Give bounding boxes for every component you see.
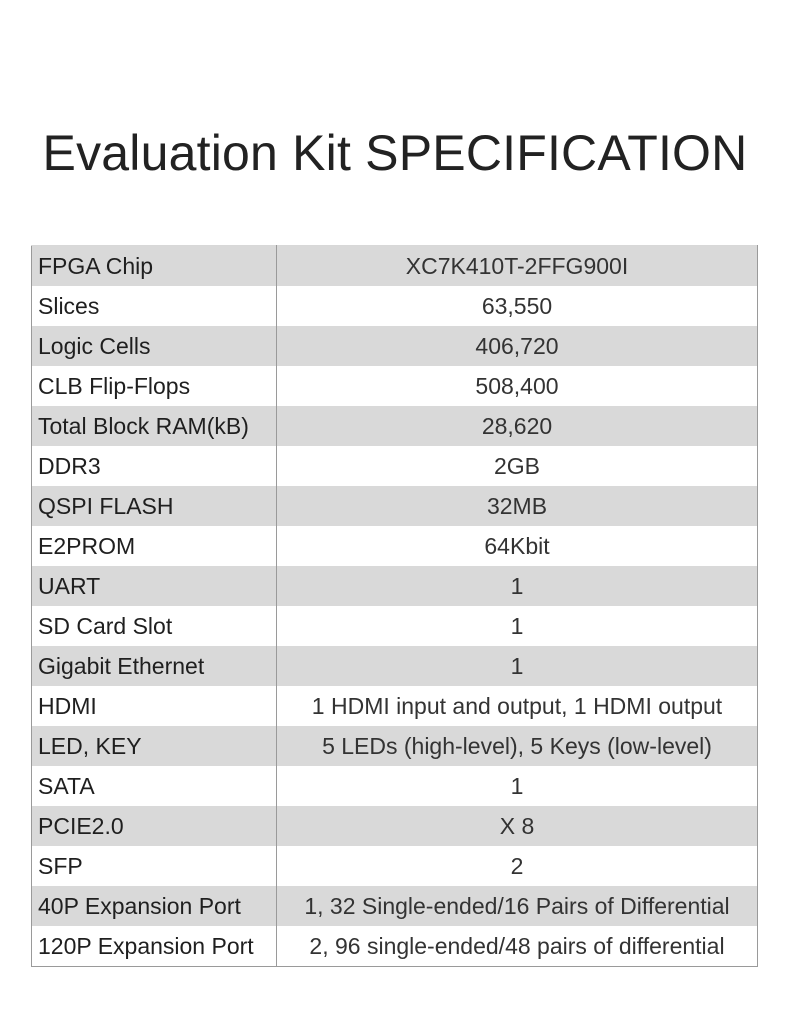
spec-value: 2GB: [277, 446, 758, 486]
spec-label: UART: [32, 566, 277, 606]
table-row: [32, 326, 758, 366]
table-row: [32, 286, 758, 326]
spec-value: 1: [277, 646, 758, 686]
table-row: [32, 246, 758, 287]
spec-value: 406,720: [277, 326, 758, 366]
table-row: [32, 366, 758, 406]
spec-value: 28,620: [277, 406, 758, 446]
table-row: [32, 646, 758, 686]
table-row: [32, 486, 758, 526]
spec-label: CLB Flip-Flops: [32, 366, 277, 406]
spec-label: Slices: [32, 286, 277, 326]
spec-value: X 8: [277, 806, 758, 846]
table-row: [32, 926, 758, 967]
spec-value: 63,550: [277, 286, 758, 326]
spec-label: SD Card Slot: [32, 606, 277, 646]
table-row: [32, 686, 758, 726]
spec-value: 2: [277, 846, 758, 886]
spec-label: FPGA Chip: [32, 246, 277, 287]
spec-label: HDMI: [32, 686, 277, 726]
spec-table: [31, 245, 758, 967]
spec-value: 5 LEDs (high-level), 5 Keys (low-level): [277, 726, 758, 766]
spec-label: LED, KEY: [32, 726, 277, 766]
spec-value: 1: [277, 606, 758, 646]
table-row: [32, 406, 758, 446]
spec-value: 1 HDMI input and output, 1 HDMI output: [277, 686, 758, 726]
table-row: [32, 846, 758, 886]
table-row: [32, 726, 758, 766]
table-row: [32, 446, 758, 486]
spec-label: DDR3: [32, 446, 277, 486]
spec-label: Gigabit Ethernet: [32, 646, 277, 686]
spec-label: E2PROM: [32, 526, 277, 566]
spec-value: XC7K410T-2FFG900I: [277, 246, 758, 287]
table-row: [32, 766, 758, 806]
spec-label: QSPI FLASH: [32, 486, 277, 526]
spec-table-body: [32, 246, 758, 967]
spec-value: 32MB: [277, 486, 758, 526]
spec-label: 40P Expansion Port: [32, 886, 277, 926]
table-row: [32, 566, 758, 606]
table-row: [32, 526, 758, 566]
table-row: [32, 606, 758, 646]
spec-label: SATA: [32, 766, 277, 806]
spec-value: 1: [277, 566, 758, 606]
spec-value: 1: [277, 766, 758, 806]
page-title: Evaluation Kit SPECIFICATION: [42, 125, 748, 181]
spec-label: SFP: [32, 846, 277, 886]
spec-label: PCIE2.0: [32, 806, 277, 846]
spec-value: 508,400: [277, 366, 758, 406]
spec-label: Logic Cells: [32, 326, 277, 366]
table-row: [32, 886, 758, 926]
table-row: [32, 806, 758, 846]
spec-label: 120P Expansion Port: [32, 926, 277, 967]
spec-value: 64Kbit: [277, 526, 758, 566]
spec-value: 1, 32 Single-ended/16 Pairs of Differential: [277, 886, 758, 926]
spec-label: Total Block RAM(kB): [32, 406, 277, 446]
spec-value: 2, 96 single-ended/48 pairs of differential: [277, 926, 758, 967]
